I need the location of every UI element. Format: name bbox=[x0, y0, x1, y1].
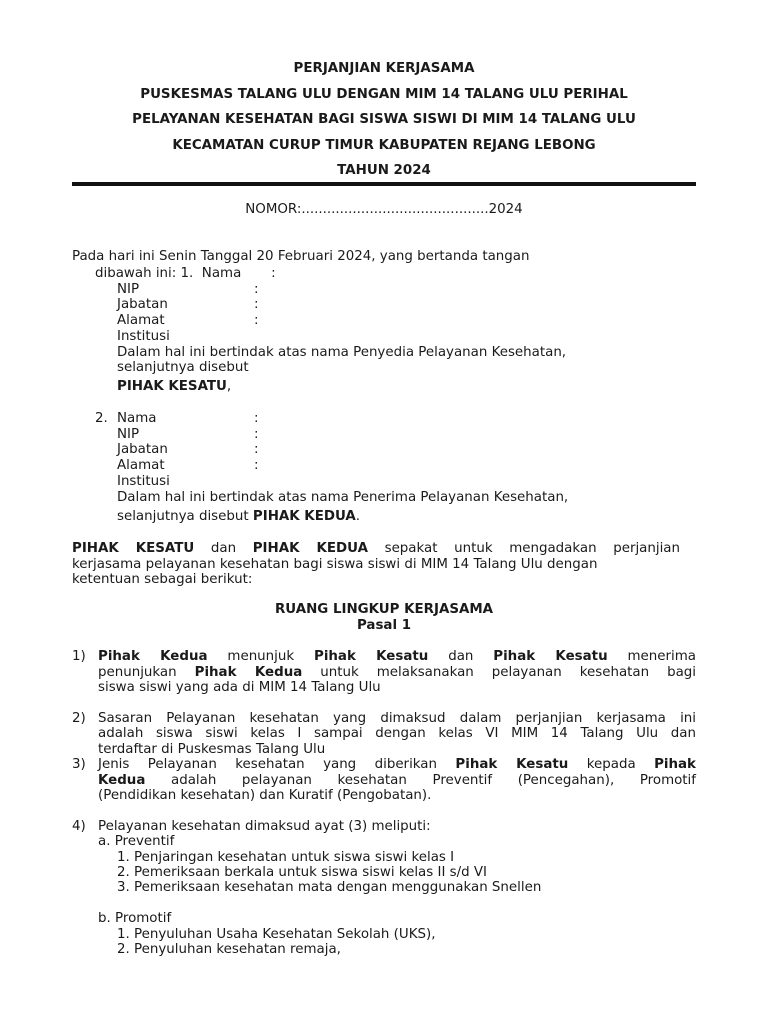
party2-desc-line-1: Dalam hal ini bertindak atas nama Penerima Pelayanan Kesehatan, bbox=[117, 490, 569, 505]
clause1-bold-3: Pihak Kesatu bbox=[493, 649, 608, 664]
clause4-a-item-2: 2. Pemeriksaan berkala untuk siswa siswi kelas II s/d VI bbox=[117, 865, 488, 880]
party1-name-line bbox=[117, 379, 231, 395]
document-header bbox=[72, 56, 696, 184]
clause2-line-2: adalah siswa siswi kelas I sampai dengan kelas VI MIM 14 Talang Ulu dan bbox=[98, 726, 696, 741]
clause1-number: 1) bbox=[72, 649, 86, 664]
party1-desc-line-1: Dalam hal ini bertindak atas nama Penyedia Pelayanan Kesehatan, bbox=[117, 345, 567, 360]
party2-name-suffix: . bbox=[355, 509, 361, 524]
party2-jabatan-colon: : bbox=[254, 442, 259, 457]
document-number: NOMOR:............................................2024 bbox=[245, 202, 523, 217]
party1-alamat-colon: : bbox=[254, 313, 259, 328]
agreement-rest: sepakat untuk mengadakan perjanjian bbox=[384, 541, 680, 556]
clause3-text-1: Jenis Pelayanan kesehatan yang diberikan bbox=[98, 757, 437, 772]
party1-name-suffix: , bbox=[226, 379, 232, 394]
section-title: RUANG LINGKUP KERJASAMA bbox=[274, 602, 494, 617]
clause4-a-label: a. Preventif bbox=[98, 834, 175, 849]
title-line-2: PUSKESMAS TALANG ULU DENGAN MIM 14 TALANG ULU PERIHAL bbox=[140, 86, 628, 102]
clause1-text-1: menunjuk bbox=[227, 649, 295, 664]
clause3-line-3: (Pendidikan kesehatan) dan Kuratif (Pengobatan). bbox=[98, 788, 432, 803]
clause4-b-label: b. Promotif bbox=[98, 911, 172, 926]
agreement-party1: PIHAK KESATU bbox=[72, 541, 195, 556]
clause3-bold-2: Pihak bbox=[654, 757, 696, 772]
agreement-line-1 bbox=[72, 541, 680, 557]
clause4-number: 4) bbox=[72, 819, 86, 834]
clause2-number: 2) bbox=[72, 711, 86, 726]
agreement-party2: PIHAK KEDUA bbox=[252, 541, 368, 556]
party1-jabatan-label: Jabatan bbox=[117, 297, 168, 312]
agreement-line-3: ketentuan sebagai berikut: bbox=[72, 572, 253, 587]
clause1-text-2: dan bbox=[448, 649, 474, 664]
clause1-bold-2: Pihak Kesatu bbox=[314, 649, 429, 664]
clause1-text-3: menerima bbox=[627, 649, 696, 664]
clause3-line-2 bbox=[98, 773, 696, 789]
party1-name: PIHAK KESATU bbox=[117, 379, 227, 394]
clause4-a-item-3: 3. Pemeriksaan kesehatan mata dengan menggunakan Snellen bbox=[117, 880, 542, 895]
clause1-bold-1: Pihak Kedua bbox=[98, 649, 208, 664]
party2-jabatan-label: Jabatan bbox=[117, 442, 168, 457]
party2-name: PIHAK KEDUA bbox=[252, 509, 356, 524]
clause3-text-3: adalah pelayanan kesehatan Preventif (Pencegahan), Promotif bbox=[171, 773, 696, 788]
party2-alamat-colon: : bbox=[254, 458, 259, 473]
clause2-line-1: Sasaran Pelayanan kesehatan yang dimaksud dalam perjanjian kerjasama ini bbox=[98, 711, 696, 726]
header-divider bbox=[72, 182, 696, 186]
clause3-bold-1: Pihak Kesatu bbox=[455, 757, 569, 772]
party1-nip-colon: : bbox=[254, 282, 259, 297]
title-line-5: TAHUN 2024 bbox=[337, 163, 431, 178]
clause1-line-1 bbox=[98, 649, 696, 665]
clause1-bold-4: Pihak Kedua bbox=[194, 665, 303, 680]
clause1-line-3: siswa siswi yang ada di MIM 14 Talang Ulu bbox=[98, 680, 381, 695]
party1-jabatan-colon: : bbox=[254, 297, 259, 312]
party2-nip-colon: : bbox=[254, 427, 259, 442]
clause2-line-3: terdaftar di Puskesmas Talang Ulu bbox=[98, 742, 326, 757]
party1-desc-line-2: selanjutnya disebut bbox=[117, 360, 249, 375]
agreement-and: dan bbox=[210, 541, 237, 556]
party2-alamat-label: Alamat Institusi bbox=[117, 458, 170, 489]
intro-line-2: dibawah ini: 1. Nama : bbox=[95, 266, 276, 281]
clause4-b-item-1: 1. Penyuluhan Usaha Kesehatan Sekolah (UKS), bbox=[117, 927, 436, 942]
clause3-number: 3) bbox=[72, 757, 86, 772]
title-line-4: KECAMATAN CURUP TIMUR KABUPATEN REJANG LEBONG bbox=[172, 137, 596, 153]
clause3-line-1 bbox=[98, 757, 696, 773]
party2-nip-label: NIP bbox=[117, 427, 140, 442]
clause4-a-item-1: 1. Penjaringan kesehatan untuk siswa siswi kelas I bbox=[117, 850, 455, 865]
intro-line-1: Pada hari ini Senin Tanggal 20 Februari 2024, yang bertanda tangan bbox=[72, 249, 530, 264]
clause3-bold-3: Kedua bbox=[98, 773, 146, 788]
section-pasal: Pasal 1 bbox=[356, 618, 412, 633]
clause3-text-2: kepada bbox=[586, 757, 636, 772]
clause1-line-2 bbox=[98, 665, 696, 681]
clause1-text-5: untuk melaksanakan pelayanan kesehatan bagi bbox=[320, 665, 697, 680]
party2-nama-label: Nama bbox=[117, 411, 157, 426]
title-line-1: PERJANJIAN KERJASAMA bbox=[293, 61, 475, 76]
party2-desc-line-2 bbox=[117, 509, 360, 525]
title-line-3: PELAYANAN KESEHATAN BAGI SISWA SISWI DI MIM 14 TALANG ULU bbox=[132, 112, 636, 127]
party2-nama-colon: : bbox=[254, 411, 259, 426]
clause4-b-item-2: 2. Penyuluhan kesehatan remaja, bbox=[117, 942, 341, 957]
party1-alamat-label: Alamat Institusi bbox=[117, 313, 170, 344]
party2-desc-text: selanjutnya disebut bbox=[117, 509, 249, 524]
clause1-text-4: penunjukan bbox=[98, 665, 177, 680]
clause4-line-1: Pelayanan kesehatan dimaksud ayat (3) meliputi: bbox=[98, 819, 431, 834]
party1-nip-label: NIP bbox=[117, 282, 140, 297]
party2-number: 2. bbox=[95, 411, 108, 426]
agreement-line-2: kerjasama pelayanan kesehatan bagi siswa siswi di MIM 14 Talang Ulu dengan bbox=[72, 557, 598, 572]
